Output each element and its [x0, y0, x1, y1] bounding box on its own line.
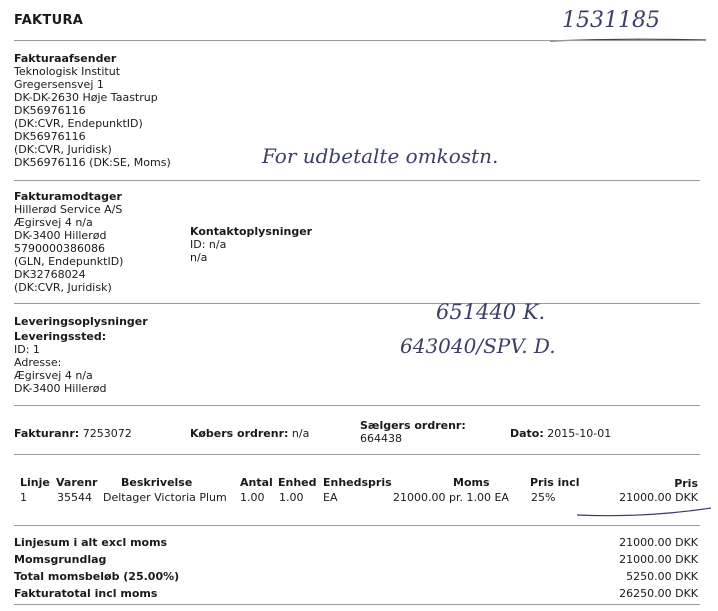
col-header-item-number: Varenr: [56, 476, 98, 489]
divider: [14, 525, 700, 526]
sender-line: (DK:CVR, EndepunktID): [14, 117, 143, 130]
sender-line: Teknologisk Institut: [14, 65, 121, 78]
col-header-quantity: Antal: [240, 476, 273, 489]
buyer-order-value: n/a: [291, 427, 310, 440]
contact-line: ID: n/a: [190, 238, 227, 251]
sender-details: [14, 65, 171, 169]
cell-item-number: 35544: [57, 491, 92, 504]
delivery-line: Adresse:: [14, 356, 62, 369]
invoice-title: FAKTURA: [14, 13, 84, 28]
cell-unit: 1.00: [279, 491, 304, 504]
contact-line: n/a: [190, 251, 208, 264]
sender-line: DK-DK-2630 Høje Taastrup: [14, 91, 158, 104]
total-label-invoice-total: Fakturatotal incl moms: [14, 587, 158, 600]
invoice-date-value: 2015-10-01: [547, 427, 612, 440]
contact-details: [190, 238, 226, 264]
handwritten-note: For udbetalte omkostn.: [262, 144, 499, 168]
invoice-number-label: Fakturanr:: [14, 427, 80, 440]
col-header-price-incl: Pris incl: [530, 476, 580, 489]
cell-quantity: 1.00: [240, 491, 265, 504]
handwritten-reference-number: 1531185: [562, 8, 660, 33]
col-header-description: Beskrivelse: [121, 476, 193, 489]
cell-unit-code: EA: [323, 491, 338, 504]
delivery-line: DK-3400 Hillerød: [14, 382, 107, 395]
receiver-line: Hillerød Service A/S: [14, 203, 123, 216]
sender-line: Gregersensvej 1: [14, 78, 104, 91]
contact-heading: Kontaktoplysninger: [190, 225, 313, 238]
divider: [14, 604, 700, 605]
sender-line: DK56976116 (DK:SE, Moms): [14, 156, 171, 169]
total-label-vat-base: Momsgrundlag: [14, 553, 107, 566]
col-header-vat: Moms: [453, 476, 490, 489]
col-header-line: Linje: [20, 476, 50, 489]
col-header-unit: Enhed: [278, 476, 317, 489]
seller-order-label: Sælgers ordrenr:: [360, 419, 466, 432]
receiver-line: DK32768024: [14, 268, 86, 281]
receiver-line: (GLN, EndepunktID): [14, 255, 124, 268]
seller-order-value: 664438: [360, 432, 402, 445]
receiver-details: [14, 203, 123, 294]
invoice-date: [510, 427, 611, 440]
invoice-number: [14, 427, 132, 440]
invoice-number-value: 7253072: [82, 427, 132, 440]
sender-line: DK56976116: [14, 130, 86, 143]
buyer-order-label: Købers ordrenr:: [190, 427, 289, 440]
divider: [14, 454, 700, 455]
col-header-unit-price: Enhedspris: [323, 476, 392, 489]
divider: [14, 405, 700, 406]
delivery-line: Ægirsvej 4 n/a: [14, 369, 93, 382]
receiver-line: (DK:CVR, Juridisk): [14, 281, 112, 294]
total-value-vat-amount: 5250.00 DKK: [626, 570, 698, 583]
divider: [14, 180, 700, 181]
delivery-heading: Leveringsoplysninger: [14, 315, 148, 328]
col-header-price: Pris: [674, 477, 698, 490]
receiver-line: Ægirsvej 4 n/a: [14, 216, 93, 229]
total-label-lines-excl-vat: Linjesum i alt excl moms: [14, 536, 168, 549]
receiver-heading: Fakturamodtager: [14, 190, 122, 203]
handwritten-account-credit: 651440 K.: [436, 300, 546, 324]
delivery-details: [14, 343, 106, 395]
cell-description: Deltager Victoria Plum: [103, 491, 227, 504]
total-value-vat-base: 21000.00 DKK: [619, 553, 698, 566]
sender-line: (DK:CVR, Juridisk): [14, 143, 112, 156]
delivery-place-heading: Leveringssted:: [14, 330, 107, 343]
invoice-date-label: Dato:: [510, 427, 544, 440]
divider: [14, 40, 700, 41]
delivery-line: ID: 1: [14, 343, 40, 356]
total-value-lines-excl-vat: 21000.00 DKK: [619, 536, 698, 549]
buyer-order-number: [190, 427, 309, 440]
sender-line: DK56976116: [14, 104, 86, 117]
receiver-line: 5790000386086: [14, 242, 105, 255]
cell-vat-rate: 25%: [531, 491, 556, 504]
divider: [14, 303, 700, 304]
sender-heading: Fakturaafsender: [14, 52, 117, 65]
total-value-invoice-total: 26250.00 DKK: [619, 587, 698, 600]
cell-unit-price: 21000.00 pr. 1.00 EA: [393, 491, 509, 504]
handwritten-price-underline: [575, 505, 715, 519]
total-label-vat-amount: Total momsbeløb (25.00%): [14, 570, 180, 583]
cell-price: 21000.00 DKK: [619, 491, 698, 504]
receiver-line: DK-3400 Hillerød: [14, 229, 107, 242]
cell-line: 1: [20, 491, 27, 504]
handwritten-account-debit: 643040/SPV. D.: [400, 334, 556, 358]
